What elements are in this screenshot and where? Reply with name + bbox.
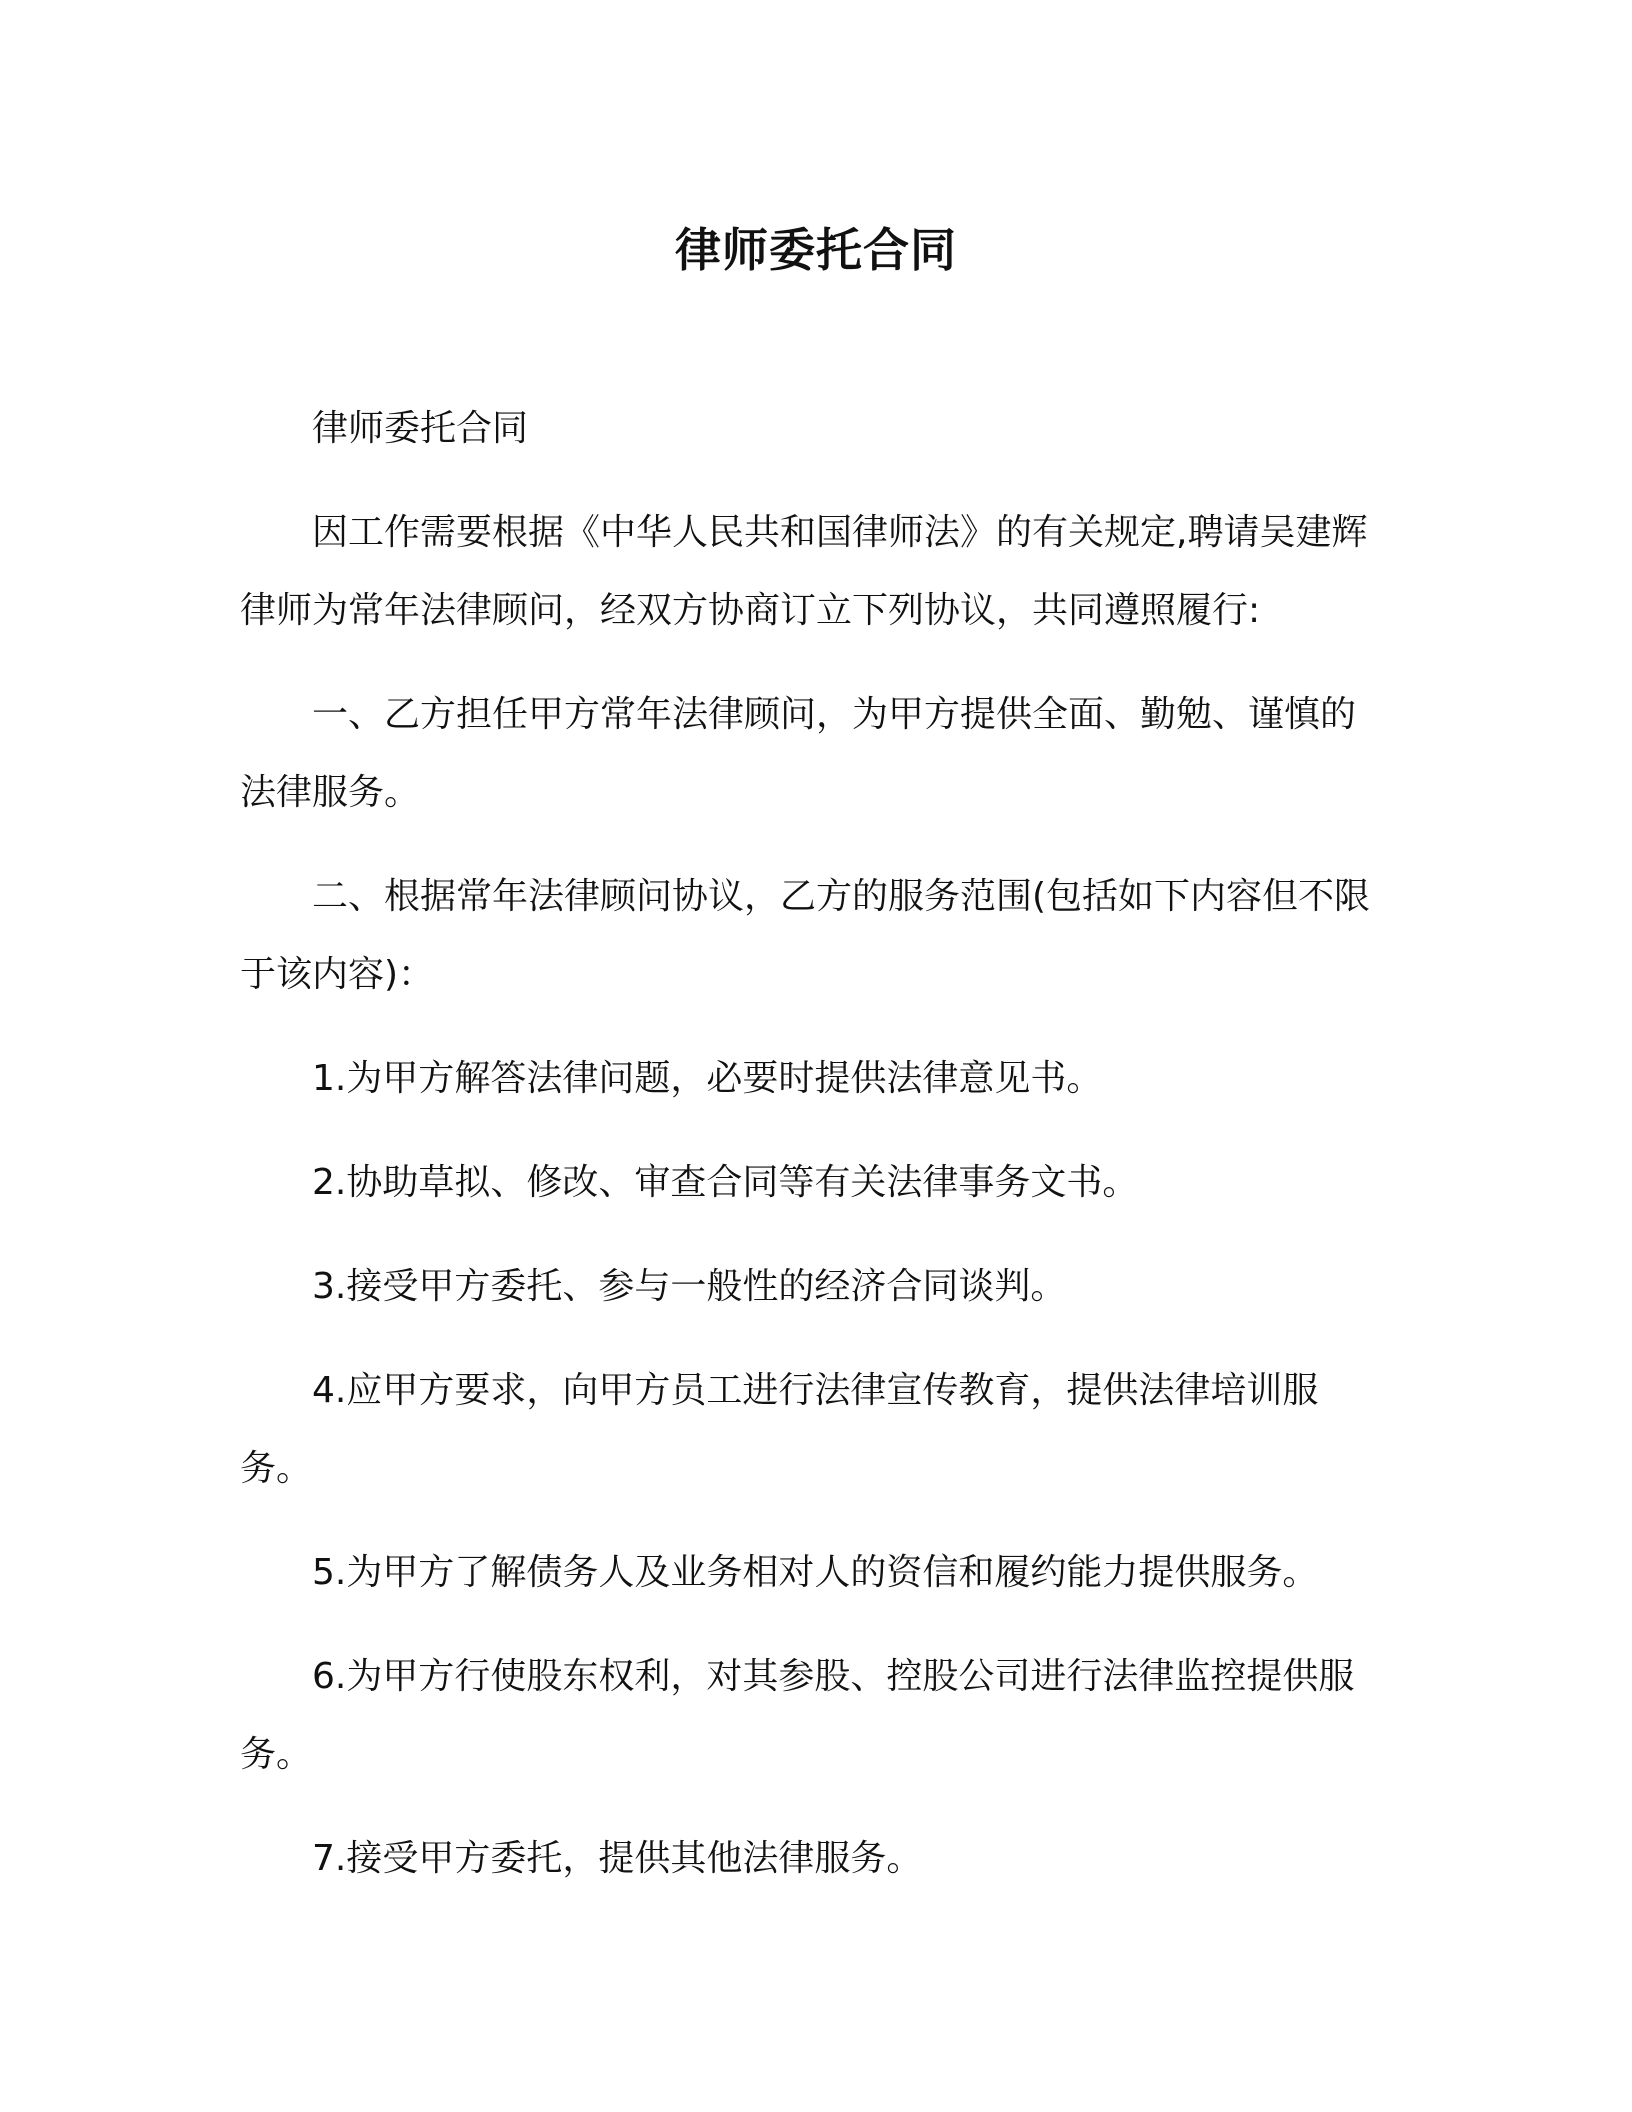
list-item-2: 2.协助草拟、修改、审查合同等有关法律事务文书。 — [312, 1162, 1139, 1203]
list-item-4: 4.应甲方要求，向甲方员工进行法律宣传教育，提供法律培训服务。 — [240, 1370, 1319, 1489]
paragraph-clause-1: 一、乙方担任甲方常年法律顾问，为甲方提供全面、勤勉、谨慎的法律服务。 — [240, 694, 1357, 813]
list-item-1: 1.为甲方解答法律问题，必要时提供法律意见书。 — [312, 1058, 1103, 1099]
list-item-6: 6.为甲方行使股东权利，对其参股、控股公司进行法律监控提供服务。 — [240, 1656, 1355, 1775]
document-body — [240, 390, 1390, 1924]
list-item-5: 5.为甲方了解债务人及业务相对人的资信和履约能力提供服务。 — [312, 1552, 1319, 1593]
paragraph-heading: 律师委托合同 — [312, 408, 529, 449]
list-item-3: 3.接受甲方委托、参与一般性的经济合同谈判。 — [312, 1266, 1067, 1307]
paragraph-clause-2: 二、根据常年法律顾问协议，乙方的服务范围(包括如下内容但不限于该内容)： — [240, 876, 1371, 995]
list-item-7: 7.接受甲方委托，提供其他法律服务。 — [312, 1838, 923, 1879]
paragraph-preamble: 因工作需要根据《中华人民共和国律师法》的有关规定,聘请吴建辉律师为常年法律顾问，经双方协商订立下列协议，共同遵照履行: — [240, 512, 1368, 631]
document-title: 律师委托合同 — [675, 223, 957, 277]
